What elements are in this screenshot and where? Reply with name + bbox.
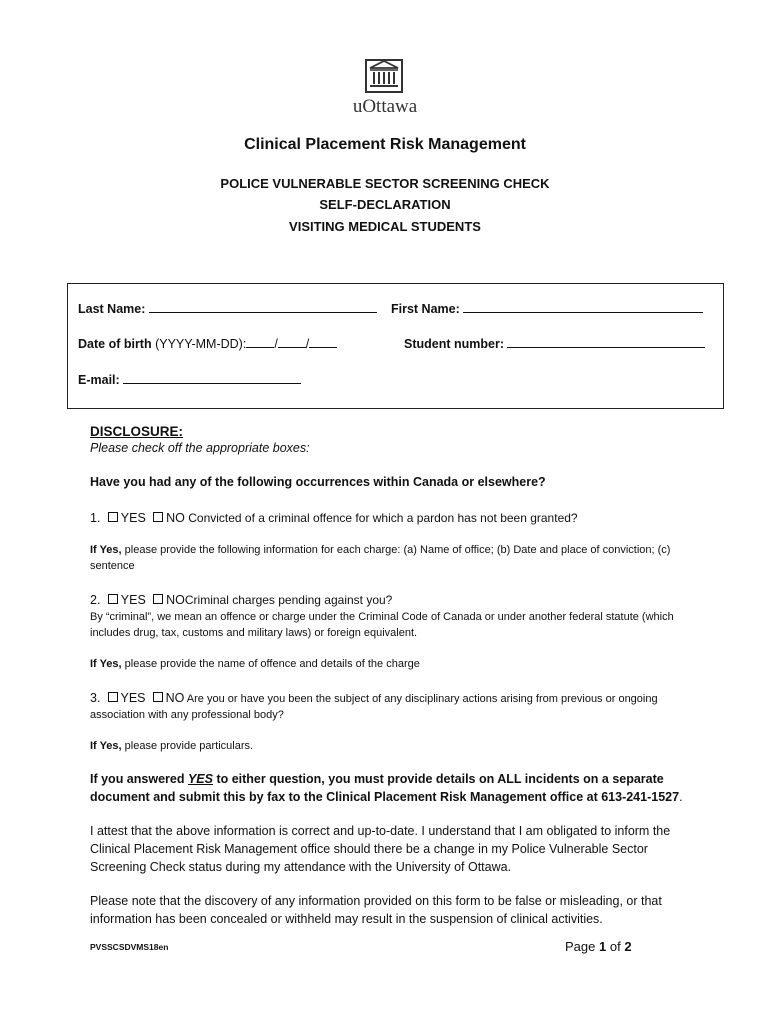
no-label: NO (166, 511, 185, 525)
yes-label: YES (120, 511, 146, 525)
dob-label: Date of birth (78, 337, 152, 351)
notice-paragraph (90, 770, 690, 806)
question-2-if-yes (90, 656, 690, 672)
question-2-definition: By “criminal”, we mean an offence or charge under the Criminal Code of Canada or under another federal statute (which includes drug, tax, customs and military laws) or foreign equivalent. (90, 611, 674, 639)
note-paragraph: Please note that the discovery of any information provided on this form to be false or misleading, or that information has been concealed or withheld may result in the suspension of clinical activities. (90, 894, 662, 926)
question-1-if-yes-text: please provide the following information for each charge: (a) Name of office; (b) Date and place of conviction; (c) sentence (90, 544, 671, 572)
question-3-number: 3. (90, 691, 101, 705)
form-code: PVSSCSDVMS18en (90, 942, 169, 952)
attest-paragraph: I attest that the above information is correct and up-to-date. I understand that I am obligated to inform the Clinical Placement Risk Management office should there be a change in my Police Vulnerable Sector Screening Check status during my attendance with the University of Ottawa. (90, 824, 671, 874)
notice-part-1: If you answered (90, 772, 188, 786)
if-yes-label: If Yes, (90, 544, 122, 556)
of-word: of (609, 939, 621, 954)
dob-sep-2: / (305, 337, 310, 351)
question-1 (90, 511, 578, 525)
question-1-text: Convicted of a criminal offence for which a pardon has not been granted? (188, 511, 578, 525)
question-2-yes-checkbox[interactable] (108, 594, 118, 604)
page-total: 2 (624, 939, 632, 954)
question-2-no-checkbox[interactable] (153, 594, 163, 604)
page-word: Page (565, 939, 596, 954)
logo-text: uOttawa (352, 96, 418, 117)
dob-month-line[interactable] (278, 335, 306, 348)
dob-day-line[interactable] (309, 335, 337, 348)
notice-period: . (679, 790, 683, 804)
yes-label: YES (120, 593, 146, 607)
last-name-field[interactable] (78, 300, 377, 316)
question-3-if-yes (90, 738, 690, 754)
question-1-yes-checkbox[interactable] (108, 512, 118, 522)
if-yes-label: If Yes, (90, 658, 122, 670)
student-number-line[interactable] (507, 335, 705, 348)
question-2 (90, 593, 392, 607)
student-number-field[interactable] (404, 335, 705, 351)
notice-yes-word: YES (187, 772, 213, 786)
dob-field[interactable] (78, 335, 337, 351)
last-name-label: Last Name: (78, 302, 146, 316)
subtitle-visiting: VISITING MEDICAL STUDENTS (289, 219, 481, 234)
subtitle-screening: POLICE VULNERABLE SECTOR SCREENING CHECK (220, 176, 550, 191)
if-yes-label: If Yes, (90, 740, 122, 752)
yes-label: YES (120, 691, 146, 705)
email-label: E-mail: (78, 373, 120, 387)
dob-format: (YYYY-MM-DD): (155, 337, 247, 351)
question-2-number: 2. (90, 593, 101, 607)
page-title: Clinical Placement Risk Management (244, 136, 526, 153)
uottawa-logo-icon (362, 50, 406, 94)
email-field[interactable] (78, 371, 301, 387)
email-line[interactable] (123, 371, 301, 384)
dob-sep-1: / (274, 337, 278, 351)
dob-year-line[interactable] (246, 335, 274, 348)
question-2-if-yes-text: please provide the name of offence and details of the charge (124, 658, 420, 670)
question-3-no-checkbox[interactable] (153, 692, 163, 702)
question-3-if-yes-text: please provide particulars. (124, 740, 254, 752)
first-name-label: First Name: (391, 302, 460, 316)
page-current: 1 (599, 939, 607, 954)
question-2-text: Criminal charges pending against you? (184, 593, 393, 607)
question-3-yes-checkbox[interactable] (108, 692, 118, 702)
question-3 (90, 690, 690, 723)
last-name-line[interactable] (149, 300, 377, 313)
question-3-text: Are you or have you been the subject of any disciplinary actions arising from previous or ongoing association with any professional body? (90, 693, 658, 721)
no-label: NO (166, 593, 185, 607)
first-name-line[interactable] (463, 300, 703, 313)
question-1-if-yes (90, 542, 690, 574)
student-number-label: Student number: (404, 337, 504, 351)
disclosure-heading: DISCLOSURE: (90, 424, 184, 439)
disclosure-question: Have you had any of the following occurrences within Canada or elsewhere? (90, 475, 546, 489)
question-1-no-checkbox[interactable] (153, 512, 163, 522)
notice-part-2: to either question, you must provide details on ALL incidents on a separate document and submit this by fax to the Clinical Placement Risk Management office at 613-241-1527 (90, 772, 680, 804)
first-name-field[interactable] (391, 300, 703, 316)
page-number (565, 939, 632, 954)
no-label: NO (165, 691, 185, 705)
subtitle-self-declaration: SELF-DECLARATION (319, 197, 451, 212)
question-1-number: 1. (90, 511, 101, 525)
disclosure-instruction: Please check off the appropriate boxes: (90, 441, 310, 455)
